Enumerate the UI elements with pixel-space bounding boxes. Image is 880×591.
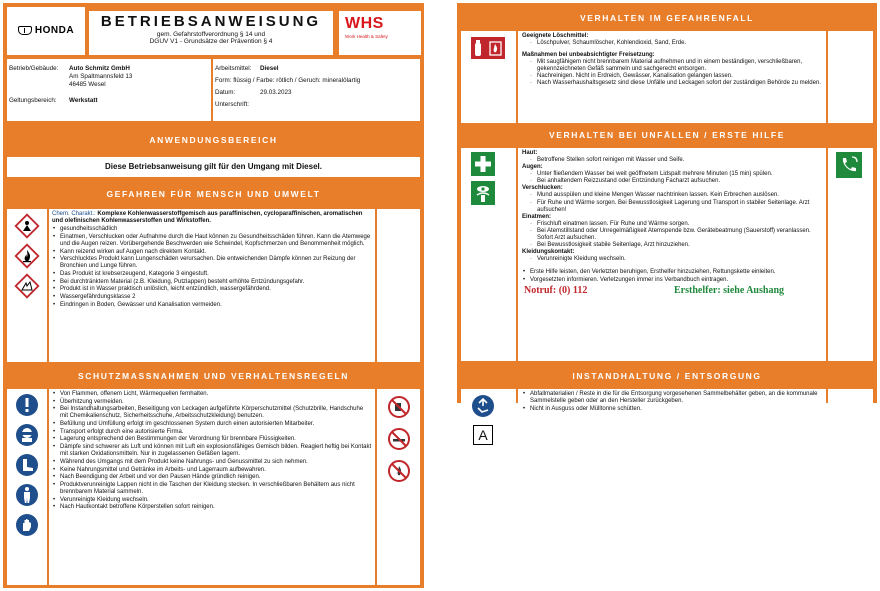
freisetzung-label: Maßnahmen bei unbeabsichtigter Freisetzung: — [522, 52, 655, 59]
ersthelfer-note: Ersthelfer: siehe Aushang — [674, 284, 784, 296]
list-item: · Löschpulver, Schaumlöscher, Kohlendioxid, Sand, Erde. — [530, 40, 822, 47]
list-item: • Während des Umgangs mit dem Produkt keine Nahrungs- und Genussmittel zu sich nehmen. — [52, 459, 372, 466]
list-item: • Eindringen in Boden, Gewässer und Kanalisation vermeiden. — [52, 302, 372, 309]
list-item: • Lagerung entsprechend den Bestimmungen der Verordnung für brennbare Flüssigkeiten. — [52, 436, 372, 443]
list-item: • Nach Beendigung der Arbeit und vor den Pausen Hände gründlich reinigen. — [52, 474, 372, 481]
gefahren-heading: GEFAHREN FÜR MENSCH UND UMWELT — [106, 189, 321, 199]
einatmen-list — [522, 221, 822, 249]
list-item: · Bei anhaltendem Reizzustand oder Entzündung Facharzt aufsuchen. — [530, 178, 822, 185]
anwendung-text: Diese Betriebsanweisung gilt für den Umgang mit Diesel. — [105, 162, 322, 172]
kleidung-list — [522, 256, 822, 263]
gefahren-right-box — [377, 209, 420, 362]
list-item: · Frischluft einatmen lassen. Für Ruhe und Wärme sorgen. — [530, 221, 822, 228]
entsorgung-list — [522, 391, 822, 413]
list-item: • Bei Instandhaltungsarbeiten, Beseitigung von Leckagen aufgeführte Körperschutzmittel (Schutzbrille, Handschuhe mit Chemikalienschutz, Sicherheitsschuhe, Arbeitsschutzkleidung) benutzen. — [52, 406, 372, 420]
gefahren-icon-box — [7, 209, 47, 362]
list-item: • Erste Hilfe leisten, den Verletzten beruhigen, Ersthelfer hinzuziehen, Rettungskette einleiten. — [522, 269, 822, 276]
list-item: • Verschlucktes Produkt kann Lungenschäden verursachen. Die entweichenden Dämpfe können zur Reizung der Bronchien und Lunge führen. — [52, 256, 372, 270]
list-item: • Nach Hautkontakt betroffene Körperstellen sofort reinigen. — [52, 504, 372, 511]
letter-a-box: A — [473, 425, 493, 445]
entsorgung-right-box — [828, 389, 873, 457]
product-info — [213, 59, 420, 121]
augen-label: Augen: — [522, 164, 543, 171]
betrieb-street: Am Spaltmannsfeld 13 — [69, 73, 133, 80]
emergency-line — [522, 285, 822, 297]
health-hazard-icon — [14, 213, 40, 239]
einatmen-label: Einatmen: — [522, 213, 552, 220]
haut-label: Haut: — [522, 150, 538, 156]
closing-list — [522, 269, 822, 284]
list-item: • Produkt ist in Wasser praktisch unlöslich, leicht entzündlich, wassergefährdend. — [52, 286, 372, 293]
geltung-label: Geltungsbereich: — [9, 97, 57, 104]
datum-value: 29.03.2023 — [260, 89, 292, 96]
flame-hazard-icon — [14, 243, 40, 269]
schutz-heading: SCHUTZMASSNAHMEN UND VERHALTENSREGELN — [77, 371, 350, 381]
recycling-mandatory-icon — [471, 394, 495, 418]
schutz-list — [52, 391, 372, 511]
haut-list — [522, 157, 822, 164]
betrieb-name: Auto Schmitz GmbH — [69, 65, 130, 72]
erste-hilfe-right-box — [828, 148, 873, 361]
hand-protection-icon — [15, 513, 39, 537]
kleidung-label: Kleidungskontakt: — [522, 249, 575, 256]
whs-logo: WHS Work Health & Safety — [339, 11, 421, 55]
erste-hilfe-icon-box — [461, 148, 516, 361]
safety-shoes-icon — [15, 453, 39, 477]
company-info — [7, 59, 211, 121]
betrieb-city: 46485 Wesel — [69, 81, 106, 88]
list-item: · Verunreinigte Kleidung wechseln. — [530, 256, 822, 263]
emergency-phone-icon — [836, 152, 862, 178]
mandatory-info-icon — [15, 393, 39, 417]
loesch-label: Geeignete Löschmittel: — [522, 33, 589, 39]
schutz-prohibition-box — [377, 389, 420, 585]
list-item: · Unter fließendem Wasser bei weit geöffnetem Lidspalt mehrere Minuten (15 min) spülen. — [530, 171, 822, 178]
schutz-icon-box — [7, 389, 47, 585]
list-item: • Einatmen, Verschlucken oder Aufnahme durch die Haut können zu Gesundheitsschäden führen. Kann die Atemwege und die Augen reizen. Vorübergehende Beschwerden wie Schwindel, Kopfschmerzen und Benommenheit möglich. — [52, 234, 372, 248]
gefahrenfall-content — [518, 31, 826, 123]
list-item: · Betroffene Stellen sofort reinigen mit Wasser und Seife. — [530, 157, 822, 164]
right-sheet — [457, 3, 877, 443]
list-item: • Abfallmaterialien / Reste in die für die Entsorgung vorgesehenen Sammelbehälter geben, an die kommunale Sammelstelle geben oder an den Hersteller zurückgeben. — [522, 391, 822, 405]
title-block — [89, 11, 333, 55]
chem-text: Komplexe Kohlenwasserstoffgemisch aus paraffinischen, cycloparaffinischen, aromatischen und olefinischen Kohlenwasserstoffen und Wirkstoffen. — [52, 211, 363, 225]
list-item: • Verunreinigte Kleidung wechseln. — [52, 497, 372, 504]
schutz-content — [49, 389, 375, 585]
fire-extinguisher-icon — [471, 37, 505, 59]
datum-label: Datum: — [215, 89, 236, 96]
environment-hazard-icon — [14, 273, 40, 299]
arbeitsmittel-value: Diesel — [260, 65, 279, 72]
geltung-value: Werkstatt — [69, 97, 98, 104]
verschlucken-label: Verschlucken: — [522, 185, 563, 192]
no-open-flame-icon — [387, 459, 411, 483]
erste-hilfe-heading: VERHALTEN BEI UNFÄLLEN / ERSTE HILFE — [549, 130, 785, 140]
freisetzung-list — [522, 59, 822, 87]
loesch-list — [522, 40, 822, 47]
list-item: • Dämpfe sind schwerer als Luft und können mit Luft ein explosionsfähiges Gemisch bilden. Reagiert heftig bei Kontakt mit starken Oxidationsmitteln. Nur in zugelassenen Gefäßen lagern. — [52, 444, 372, 458]
list-item: · Nach Wasserhaushaltsgesetz sind diese Unfälle und Leckagen sofort der zuständigen Behörde zu melden. — [530, 80, 822, 87]
list-item: · Bei Bewusstlosigkeit stabile Seitenlage, Arzt hinzuziehen. — [530, 242, 822, 249]
list-item: · Für Ruhe und Wärme sorgen. Bei Bewusstlosigkeit Lagerung und Transport in stabiler Seitenlage. Arzt aufsuchen! — [530, 200, 822, 214]
no-eating-icon — [387, 395, 411, 419]
list-item: • Das Produkt ist krebserzeugend, Kategorie 3 eingestuft. — [52, 271, 372, 278]
gefahrenfall-heading: VERHALTEN IM GEFAHRENFALL — [580, 13, 754, 23]
list-item: • Wassergefährdungsklasse 2 — [52, 294, 372, 301]
verschlucken-list — [522, 192, 822, 213]
list-item: • Bei durchtränktem Material (z.B. Kleidung, Putzlappen) besteht erhöhte Entzündungsgefahr. — [52, 279, 372, 286]
augen-list — [522, 171, 822, 185]
page-title: BETRIEBSANWEISUNG — [100, 13, 322, 30]
eye-protection-icon — [15, 423, 39, 447]
entsorgung-icon-box — [461, 389, 516, 457]
subtitle-1: gem. Gefahrstoffverordnung § 14 und — [156, 30, 266, 38]
unterschrift-label: Unterschrift: — [215, 101, 249, 108]
erste-hilfe-content — [518, 148, 826, 361]
list-item: • Transport erfolgt durch eine autorisierte Firma. — [52, 429, 372, 436]
list-item: • Von Flammen, offenem Licht, Wärmequellen fernhalten. — [52, 391, 372, 398]
list-item: • Vorgesetzten informieren. Verletzungen immer ins Verbandbuch eintragen. — [522, 277, 822, 284]
list-item: · Mund ausspülen und kleine Mengen Wasser nachtrinken lassen. Kein Erbrechen auslösen. — [530, 192, 822, 199]
betrieb-label: Betrieb/Gebäude: — [9, 65, 59, 72]
list-item: • Überhitzung vermeiden. — [52, 399, 372, 406]
no-smoking-icon — [387, 427, 411, 451]
protective-clothing-icon — [15, 483, 39, 507]
entsorgung-content — [518, 389, 826, 457]
list-item: · Bei Atemstillstand oder Unregelmäßigkeit Atemspende bzw. Gerätebeatmung (Sauerstoff) veranlassen. Sofort Arzt aufsuchen. — [530, 228, 822, 242]
arbeitsmittel-label: Arbeitsmittel: — [215, 65, 252, 72]
list-item: • Kann reizend wirken auf Augen nach direktem Kontakt. — [52, 249, 372, 256]
first-aid-icon — [471, 152, 495, 176]
list-item: · Mit saugfähigem nicht brennbarem Material aufnehmen und in einem beständigen, verschließbaren, gekennzeichneten Gefäß sammeln und sachgerecht entsorgen. — [530, 59, 822, 73]
company-logo: HONDA — [7, 7, 85, 55]
left-sheet — [3, 3, 424, 588]
list-item: • gesundheitsschädlich — [52, 226, 372, 233]
notruf-number: Notruf: (0) 112 — [524, 284, 588, 296]
gefahren-content — [49, 209, 375, 362]
subtitle-2: DGUV V1 - Grundsätze der Prävention § 4 — [149, 38, 273, 46]
chem-label: Chem. Charakt.: — [52, 211, 96, 217]
list-item: • Keine Nahrungsmittel und Getränke im Arbeits- und Lagerraum aufbewahren. — [52, 467, 372, 474]
honda-wing-icon — [18, 26, 32, 35]
anwendung-heading: ANWENDUNGSBEREICH — [149, 135, 278, 145]
form-line: Form: flüssig / Farbe: rötlich / Geruch: mineralölartig — [215, 77, 361, 84]
gefahrenfall-right-box — [828, 31, 873, 123]
gefahrenfall-icon-box — [461, 31, 516, 123]
entsorgung-heading: INSTANDHALTUNG / ENTSORGUNG — [572, 371, 762, 381]
gefahren-list — [52, 226, 372, 309]
list-item: • Nicht in Ausguss oder Mülltonne schütten. — [522, 406, 822, 413]
anwendung-box — [7, 157, 420, 177]
list-item: • Produktverunreinigte Lappen nicht in die Taschen der Kleidung stecken. In verschließbaren Behältern aus nicht brennbarem Material sammeln. — [52, 482, 372, 496]
list-item: · Nachreinigen. Nicht in Erdreich, Gewässer, Kanalisation gelangen lassen. — [530, 73, 822, 80]
list-item: • Befüllung und Umfüllung erfolgt im geschlossenen System durch einen autorisierten Mitarbeiter. — [52, 421, 372, 428]
eye-wash-icon — [471, 181, 495, 205]
